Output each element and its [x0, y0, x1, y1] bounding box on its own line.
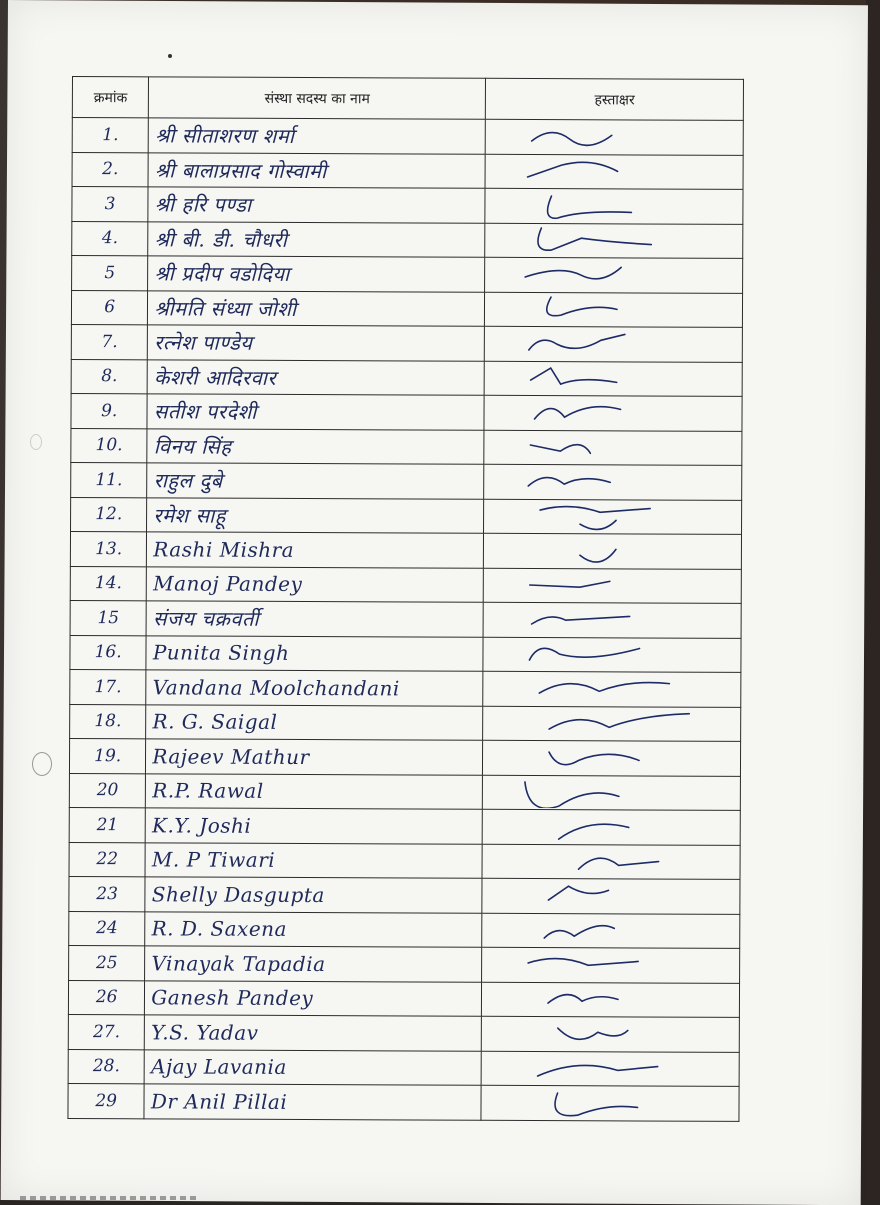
member-name: रत्नेश पाण्डेय [148, 325, 485, 361]
table-row [72, 152, 743, 189]
member-name: Ganesh Pandey [145, 980, 482, 1016]
signature-cell [482, 913, 740, 949]
table-row [70, 531, 741, 568]
signature-cell [481, 1085, 739, 1121]
member-name: विनय सिंह [147, 428, 484, 464]
member-name: K.Y. Joshi [146, 808, 483, 844]
table-row [71, 428, 742, 465]
handwritten-signature [490, 673, 710, 706]
handwritten-signature [490, 638, 710, 671]
signature-cell [483, 740, 741, 776]
handwritten-signature [489, 914, 709, 947]
photo-background-right [866, 0, 880, 1200]
signature-cell [485, 326, 743, 362]
serial-number: 11. [71, 462, 148, 497]
handwritten-signature [492, 121, 712, 154]
serial-number: 14. [70, 566, 147, 601]
table-row [70, 669, 741, 706]
signature-cell [484, 395, 742, 431]
member-name: श्री बी. डी. चौधरी [148, 221, 485, 257]
table-header-row [72, 77, 743, 121]
signature-cell [485, 154, 743, 190]
table-row [72, 221, 743, 258]
handwritten-signature [491, 259, 711, 292]
table-row [70, 566, 741, 603]
table-row [70, 635, 741, 672]
signature-cell [484, 568, 742, 604]
handwritten-signature [490, 500, 710, 533]
page-edge [20, 1196, 200, 1200]
handwritten-signature [489, 742, 709, 775]
members-signature-table [67, 76, 744, 1121]
punch-hole-mark [32, 752, 52, 776]
table-row [69, 738, 740, 775]
signature-cell [484, 499, 742, 535]
member-name: Rajeev Mathur [146, 739, 483, 775]
member-name: Dr Anil Pillai [144, 1084, 481, 1120]
table-row [71, 290, 742, 327]
signature-cell [482, 878, 740, 914]
serial-number: 17. [70, 669, 147, 704]
handwritten-signature [488, 1018, 708, 1051]
member-name: श्रीमति संध्या जोशी [148, 290, 485, 326]
serial-number: 29 [68, 1083, 145, 1118]
handwritten-signature [489, 707, 709, 740]
handwritten-signature [492, 155, 712, 188]
handwritten-signature [488, 949, 708, 982]
serial-number: 19. [69, 738, 146, 773]
member-name: Vinayak Tapadia [145, 946, 482, 982]
table-row [71, 393, 742, 430]
signature-cell [482, 1016, 740, 1052]
member-name: R. D. Saxena [145, 911, 482, 947]
table-row [68, 1083, 739, 1120]
serial-number: 23 [69, 876, 146, 911]
serial-number: 28. [68, 1049, 145, 1084]
handwritten-signature [488, 1087, 708, 1120]
serial-number: 7. [71, 324, 148, 359]
table-row [71, 359, 742, 396]
handwritten-signature [491, 293, 711, 326]
header-signature: हस्ताक्षर [486, 78, 744, 120]
handwritten-signature [489, 811, 709, 844]
handwritten-signature [490, 569, 710, 602]
serial-number: 18. [70, 704, 147, 739]
serial-number: 24 [69, 911, 146, 946]
signature-cell [483, 706, 741, 742]
table-row [68, 1049, 739, 1086]
member-name: संजय चक्रवर्ती [146, 601, 483, 637]
signature-cell [482, 844, 740, 880]
handwritten-signature [488, 983, 708, 1016]
member-name: M. P Tiwari [145, 842, 482, 878]
signature-cell [483, 809, 741, 845]
table-row [69, 945, 740, 982]
table-row [71, 497, 742, 534]
member-name: सतीश परदेशी [147, 394, 484, 430]
member-name: श्री हरि पण्डा [148, 187, 485, 223]
serial-number: 8. [71, 359, 148, 394]
member-name: रमेश साहू [147, 497, 484, 533]
table-row [70, 704, 741, 741]
handwritten-signature [489, 845, 709, 878]
signature-cell [482, 947, 740, 983]
serial-number: 6 [71, 290, 148, 325]
member-name: Ajay Lavania [144, 1049, 481, 1085]
member-name: Rashi Mishra [147, 532, 484, 568]
member-name: Manoj Pandey [147, 566, 484, 602]
serial-number: 27. [68, 1014, 145, 1049]
serial-number: 22 [69, 842, 146, 877]
signature-cell [484, 430, 742, 466]
table-row [69, 842, 740, 879]
handwritten-signature [491, 466, 711, 499]
serial-number: 26 [68, 980, 145, 1015]
signature-cell [485, 188, 743, 224]
signature-cell [483, 602, 741, 638]
member-name: Shelly Dasgupta [145, 877, 482, 913]
member-name: केशरी आदिरवार [147, 359, 484, 395]
member-name: R. G. Saigal [146, 704, 483, 740]
ink-dot [168, 54, 172, 58]
serial-number: 1. [72, 118, 149, 153]
table-row [69, 773, 740, 810]
signature-cell [483, 775, 741, 811]
header-member-name: संस्था सदस्य का नाम [149, 77, 486, 119]
handwritten-signature [491, 431, 711, 464]
member-name: श्री सीताशरण शर्मा [149, 118, 486, 154]
member-name: राहुल दुबे [147, 463, 484, 499]
handwritten-signature [490, 604, 710, 637]
table-row [69, 911, 740, 948]
table-body [68, 118, 743, 1121]
table-row [72, 187, 743, 224]
signature-cell [483, 671, 741, 707]
table-row [71, 462, 742, 499]
serial-number: 25 [69, 945, 146, 980]
signature-cell [485, 223, 743, 259]
handwritten-signature [492, 224, 712, 257]
signature-cell [482, 982, 740, 1018]
signature-cell [484, 533, 742, 569]
table-row [69, 807, 740, 844]
signature-cell [485, 257, 743, 293]
handwritten-signature [492, 190, 712, 223]
serial-number: 5 [72, 256, 149, 291]
handwritten-signature [489, 880, 709, 913]
handwritten-signature [489, 776, 709, 809]
table-row [68, 980, 739, 1017]
table-row [68, 1014, 739, 1051]
serial-number: 4. [72, 221, 149, 256]
member-name: श्री बालाप्रसाद गोस्वामी [148, 152, 485, 188]
table-row [72, 256, 743, 293]
table-row [71, 324, 742, 361]
member-name: श्री प्रदीप वडोदिया [148, 256, 485, 292]
table-row [70, 600, 741, 637]
handwritten-signature [488, 1052, 708, 1085]
member-name: R.P. Rawal [146, 773, 483, 809]
signature-cell [485, 292, 743, 328]
table-row [69, 876, 740, 913]
serial-number: 2. [72, 152, 149, 187]
signature-cell [486, 119, 744, 155]
handwritten-signature [491, 328, 711, 361]
table-row [72, 118, 743, 155]
serial-number: 12. [71, 497, 148, 532]
serial-number: 10. [71, 428, 148, 463]
signature-cell [484, 464, 742, 500]
signature-cell [483, 637, 741, 673]
member-name: Y.S. Yadav [145, 1015, 482, 1051]
member-name: Punita Singh [146, 635, 483, 671]
serial-number: 3 [72, 187, 149, 222]
serial-number: 9. [71, 393, 148, 428]
serial-number: 16. [70, 635, 147, 670]
handwritten-signature [491, 397, 711, 430]
punch-hole-mark [30, 434, 42, 450]
signature-cell [484, 361, 742, 397]
signature-cell [481, 1051, 739, 1087]
header-serial: क्रमांक [72, 77, 149, 118]
member-name: Vandana Moolchandani [146, 670, 483, 706]
handwritten-signature [490, 535, 710, 568]
serial-number: 20 [69, 773, 146, 808]
serial-number: 15 [70, 600, 147, 635]
serial-number: 21 [69, 807, 146, 842]
handwritten-signature [491, 362, 711, 395]
serial-number: 13. [70, 531, 147, 566]
